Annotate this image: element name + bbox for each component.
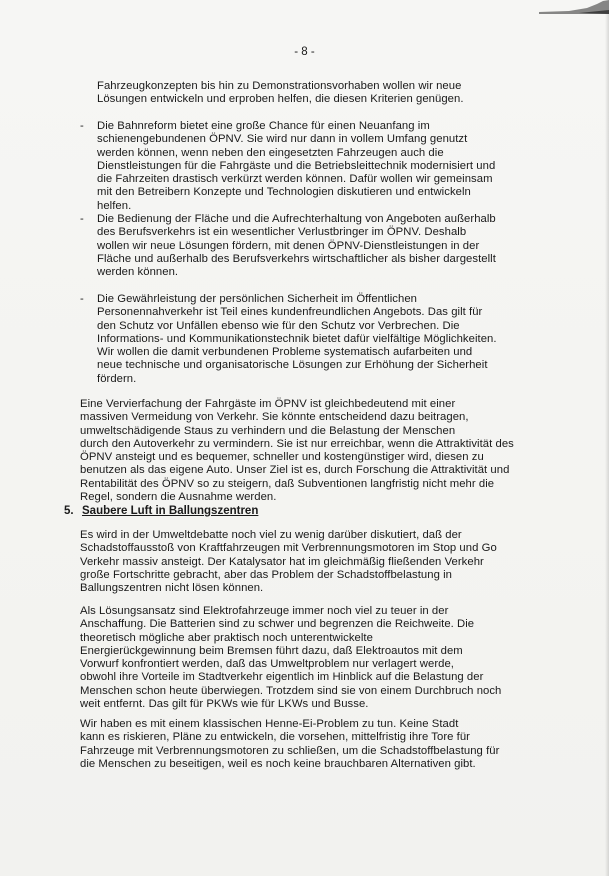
text-line: Es wird in der Umweltdebatte noch viel zu wenig darüber diskutiert, daß der — [80, 529, 462, 541]
text-line: Verkehr massiv ansteigt. Der Katalysator hat im gleichmäßig fließenden Verkehr — [80, 555, 484, 568]
text-line: massiven Vermeidung von Verkehr. Sie könnte entscheidend dazu beitragen, — [80, 411, 469, 424]
text-line: Vorwurf konfrontiert werden, daß das Umweltproblem nur verlagert werde, — [80, 658, 454, 671]
text-line: neue technische und organisatorische Lösungen zur Erhöhung der Sicherheit — [97, 359, 488, 372]
text-line: die Menschen zu beseitigen, weil es noch keine brauchbaren Alternativen gibt. — [80, 757, 476, 770]
text-line: Eine Vervierfachung der Fahrgäste im ÖPNV ist gleichbedeutend mit einer — [80, 398, 456, 410]
text-line: große Fortschritte gebracht, aber das Problem der Schadstoffbelastung in — [80, 568, 452, 581]
text-line: Die Gewährleistung der persönlichen Sicherheit im Öffentlichen — [97, 293, 417, 305]
section-number: 5. — [64, 505, 74, 517]
text-line: Die Bedienung der Fläche und die Aufrechterhaltung von Angeboten außerhalb — [97, 213, 496, 225]
bullet-body — [97, 120, 537, 213]
bullet-body — [97, 213, 537, 279]
text-line: Energierückgewinnung beim Bremsen führt dazu, daß Elektroautos mit dem — [80, 644, 463, 657]
scan-shadow-edge — [605, 14, 609, 876]
text-line: Menschen schon heute überwiegen. Trotzdem sind sie von einem Durchbruch noch — [80, 684, 502, 697]
text-line: Rentabilität des ÖPNV so zu steigern, daß Subventionen langfristig nicht mehr die — [80, 477, 495, 490]
text-line: kann es riskieren, Pläne zu entwickeln, die vorsehen, mittelfristig ihre Tore für — [80, 731, 470, 744]
text-line: mit den Betreibern Konzepte und Technologien diskutieren und entwickeln — [97, 186, 471, 199]
text-line: Dienstleistungen für die Fahrgäste und die Betriebsleittechnik modernisiert und — [97, 159, 496, 172]
text-line: des Berufsverkehrs ist ein wesentlicher Verlustbringer im ÖPNV. Deshalb — [97, 226, 467, 239]
paragraph-elektrofahrzeuge — [80, 605, 538, 711]
text-line: den Schutz vor Unfällen ebenso wie für den Schutz vor Verbrechen. Die — [97, 319, 460, 332]
text-line: fördern. — [97, 372, 137, 385]
text-line: Wir haben es mit einem klassischen Henne-Ei-Problem zu tun. Keine Stadt — [80, 718, 459, 730]
text-line: Ballungszentren nicht lösen können. — [80, 582, 264, 595]
page-number: - 8 - — [294, 46, 315, 58]
paragraph-henne-ei-problem — [80, 718, 538, 771]
text-line: benutzen als das eigene Auto. Unser Ziel ist es, durch Forschung die Attraktivität und — [80, 464, 510, 477]
text-line: theoretisch mögliche aber praktisch noch unterentwickelte — [80, 631, 373, 644]
text-line: obwohl ihre Vorteile im Stadtverkehr eigentlich im Hinblick auf die Belastung der — [80, 671, 484, 684]
bullet-dash: - — [80, 293, 84, 305]
text-line: werden können. — [97, 266, 179, 279]
text-line: Regel, sondern die Ausnahme werden. — [80, 491, 277, 504]
text-line: schienengebundenen ÖPNV. Sie wird nur dann in vollem Umfang genutzt — [97, 133, 468, 146]
text-line: Lösungen entwickeln und erproben helfen, die diesen Kriterien genügen. — [97, 93, 464, 106]
text-line: Die Bahnreform bietet eine große Chance für einen Neuanfang im — [97, 120, 430, 132]
bullet-body — [97, 293, 537, 386]
text-line: Informations- und Kommunikationstechnik bietet dafür vielfältige Möglichkeiten. — [97, 332, 497, 345]
text-line: die Fahrzeiten drastisch verkürzt werden können. Dafür wollen wir gemeinsam — [97, 173, 493, 186]
text-line: Fläche und außerhalb des Berufsverkehrs wirtschaftlicher als bisher dargestellt — [97, 252, 496, 265]
text-line: helfen. — [97, 199, 132, 212]
text-line: Fahrzeugkonzepten bis hin zu Demonstrationsvorhaben wollen wir neue — [97, 80, 462, 92]
text-line: Als Lösungsansatz sind Elektrofahrzeuge immer noch viel zu teuer in der — [80, 605, 449, 617]
text-line: Schadstoffausstoß von Kraftfahrzeugen mit Verbrennungsmotoren im Stop und Go — [80, 542, 497, 555]
section-title: Saubere Luft in Ballungszentren — [82, 505, 259, 517]
paragraph-oepnv-vervierfachung — [80, 398, 538, 504]
section-heading — [64, 505, 258, 517]
text-line: weit entfernt. Das gilt für PKWs wie für LKWs und Busse. — [80, 698, 369, 711]
paragraph-umweltdebatte — [80, 529, 538, 595]
text-line: werden können, wenn neben den eingesetzten Fahrzeugen auch die — [97, 146, 444, 159]
text-line: wollen wir neue Lösungen fördern, mit denen ÖPNV-Dienstleistungen in der — [97, 239, 480, 252]
text-line: Wir wollen die damit verbundenen Probleme systematisch aufarbeiten und — [97, 346, 473, 359]
text-line: durch den Autoverkehr zu vermindern. Sie ist nur erreichbar, wenn die Attraktivität des — [80, 437, 514, 450]
bullet-dash: - — [80, 213, 84, 225]
text-line: ÖPNV ansteigt und es bequemer, schneller und kostengünstiger wird, diesen zu — [80, 451, 484, 464]
intro-paragraph — [97, 80, 537, 107]
bullet-dash: - — [80, 120, 84, 132]
text-line: Anschaffung. Die Batterien sind zu schwer und begrenzen die Reichweite. Die — [80, 618, 475, 631]
text-line: umweltschädigende Staus zu verhindern und die Belastung der Menschen — [80, 424, 456, 437]
text-line: Fahrzeuge mit Verbrennungsmotoren zu schließen, um die Schadstoffbelastung für — [80, 744, 500, 757]
text-line: Personennahverkehr ist Teil eines kundenfreundlichen Angebots. Das gilt für — [97, 306, 483, 319]
scan-edge-artifact — [539, 0, 609, 14]
